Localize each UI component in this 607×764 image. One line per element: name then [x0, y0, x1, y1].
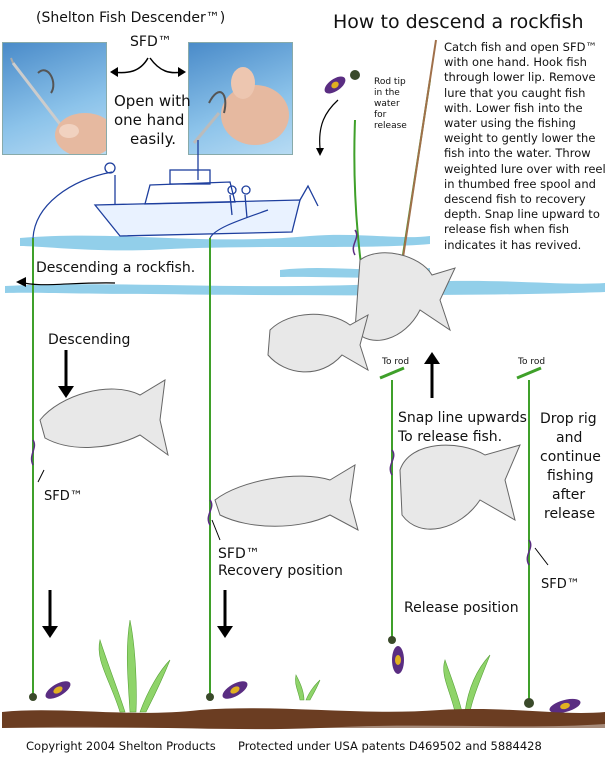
- open-note-line1: Open with: [114, 92, 191, 110]
- seabed: [2, 708, 605, 729]
- arrow-to-right-photo: [150, 58, 182, 73]
- rod-tip-note-5: release: [374, 121, 407, 131]
- arrow-rod-release: [320, 100, 338, 148]
- arrow-head-left: [110, 67, 118, 77]
- label-to-rod-2: To rod: [518, 357, 546, 367]
- rod-tip-note-3: water: [374, 99, 400, 109]
- label-drop-rig-1: Drop rig: [540, 411, 597, 427]
- instructions-paragraph: Catch fish and open SFD™ with one hand. Hook fish through lower lip. Remove lure that you caught fish with. Lower fish into the water using the fishing weight to gently lower the fish into the water. Throw weighted lure over with reel in thumbed free spool and descend fish to recovery depth. Snap line upward to release fish when fish indicates it has revived.: [444, 40, 606, 252]
- footer-patents: Protected under USA patents D469502 and 5884428: [238, 739, 542, 753]
- label-release-position: Release position: [404, 600, 519, 616]
- fish-descending: [40, 380, 168, 455]
- open-note-line2: one hand: [114, 111, 185, 129]
- to-rod-tick-2: [517, 368, 541, 378]
- fish-surface: [355, 253, 455, 341]
- label-drop-rig-4: fishing: [547, 468, 594, 484]
- fish-release: [400, 445, 520, 529]
- descender-title: (Shelton Fish Descender™): [36, 10, 226, 26]
- label-sfd-1: SFD™: [44, 489, 83, 504]
- seaweed: [99, 620, 490, 712]
- label-sfd-2: SFD™: [218, 546, 260, 562]
- label-snap-line-1: Snap line upwards: [398, 410, 527, 426]
- sfd-top-label: SFD™: [130, 34, 172, 50]
- label-to-rod-1: To rod: [382, 357, 410, 367]
- fish-recovery: [215, 465, 358, 530]
- arrow-head-right: [178, 67, 186, 77]
- label-drop-rig-6: release: [544, 506, 596, 522]
- label-sfd-3: SFD™: [541, 577, 580, 592]
- to-rod-tick-1: [380, 368, 404, 378]
- main-title: How to descend a rockfish: [333, 11, 584, 33]
- rod-tip-note-2: in the: [374, 88, 400, 98]
- label-descending-a-rockfish: Descending a rockfish.: [36, 260, 196, 276]
- label-drop-rig-2: and: [556, 430, 583, 446]
- footer-copyright: Copyright 2004 Shelton Products: [26, 739, 216, 753]
- label-snap-line-2: To release fish.: [398, 429, 503, 445]
- label-descending: Descending: [48, 332, 131, 348]
- rod-tip-note-1: Rod tip: [374, 77, 406, 87]
- label-recovery-position: Recovery position: [218, 563, 343, 579]
- open-note-line3: easily.: [130, 130, 177, 148]
- rod-tip-note-4: for: [374, 110, 387, 120]
- boat-illustration: [95, 140, 318, 236]
- label-drop-rig-5: after: [552, 487, 586, 503]
- fish-surface-2: [268, 314, 368, 372]
- label-drop-rig-3: continue: [540, 449, 601, 465]
